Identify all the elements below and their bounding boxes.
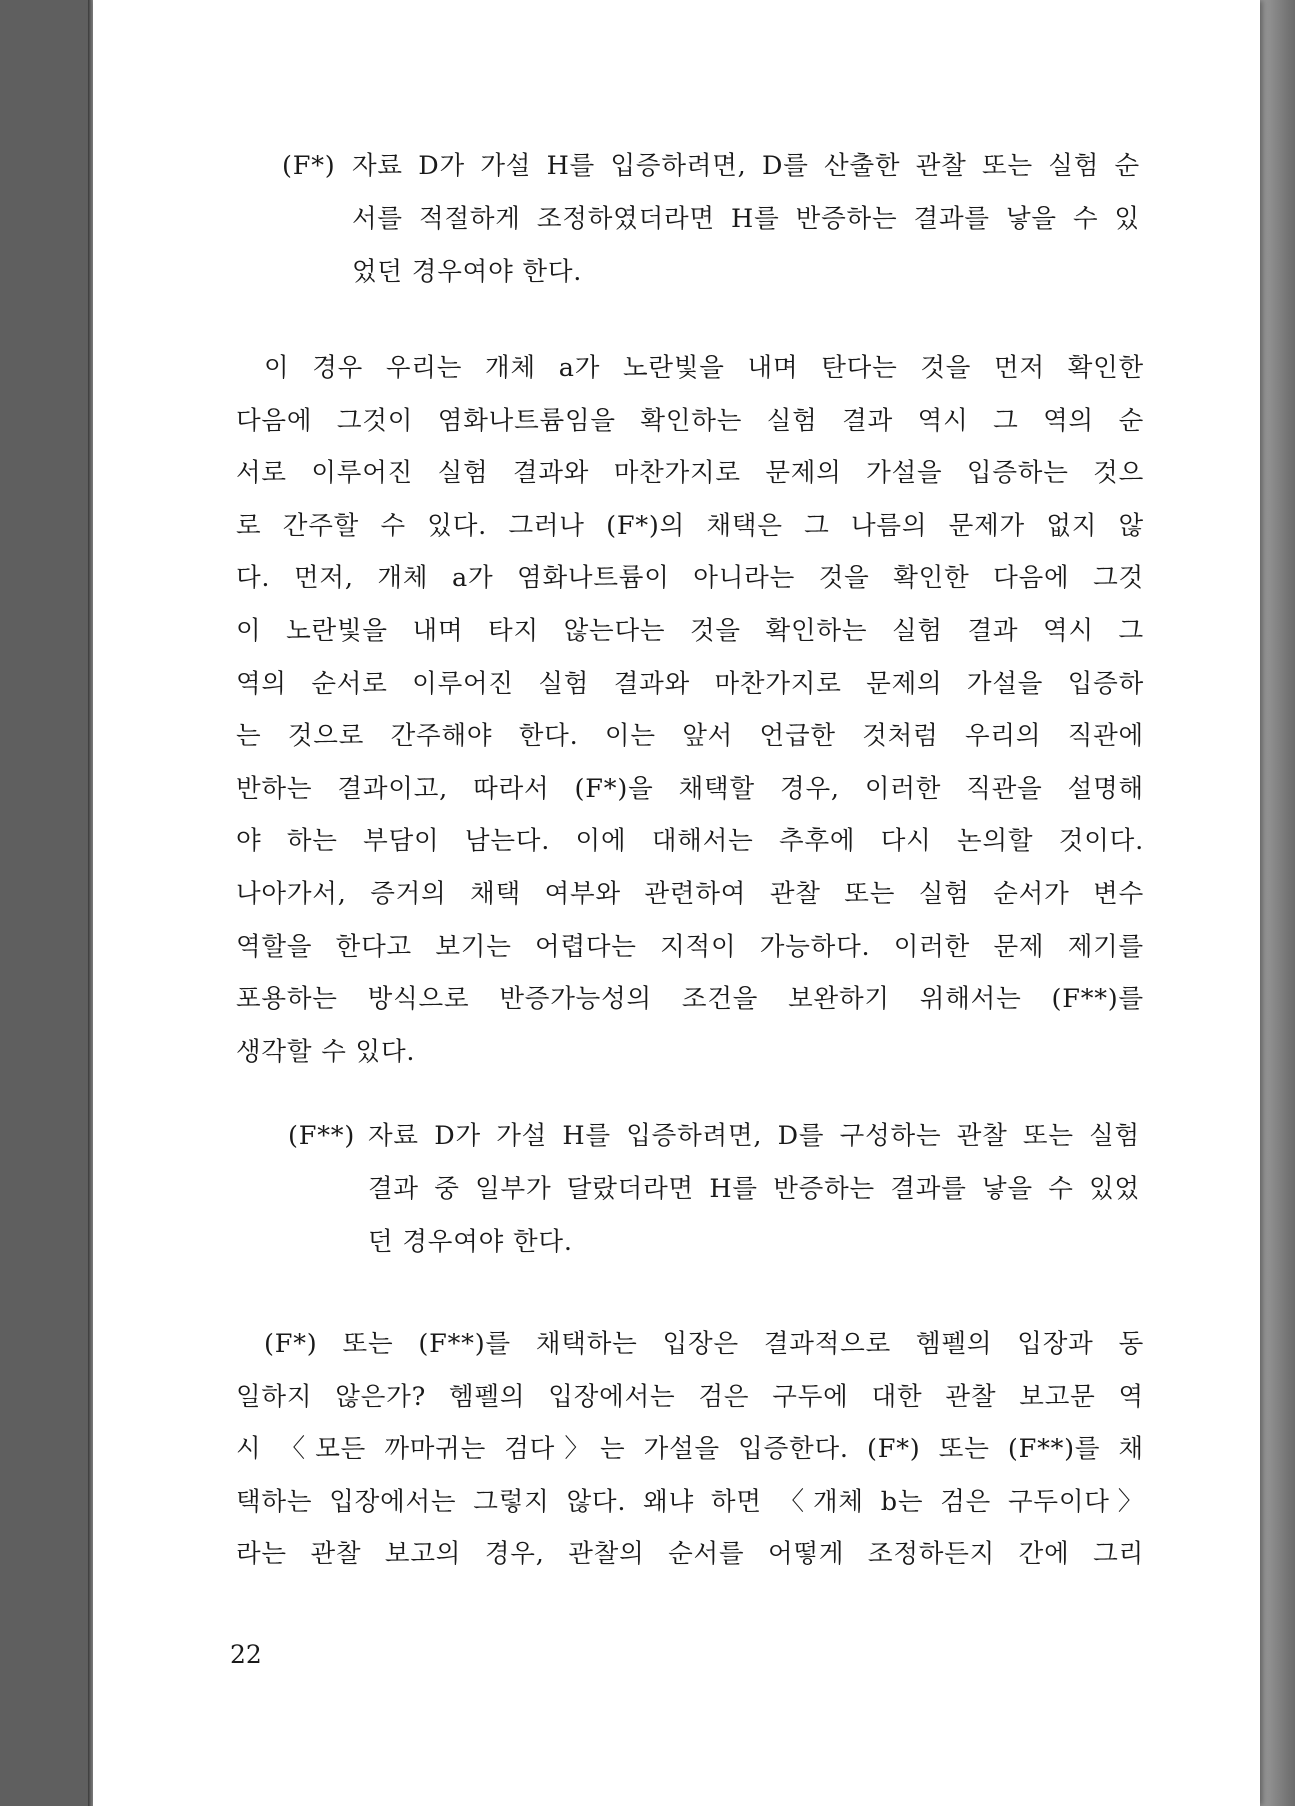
text-line: 는 것으로 간주해야 한다. 이는 앞서 언급한 것처럼 우리의 직관에 xyxy=(236,721,1144,752)
quote-line: 결과 중 일부가 달랐더라면 H를 반증하는 결과를 낳을 수 있었 xyxy=(368,1174,1140,1204)
text-line: 나아가서, 증거의 채택 여부와 관련하여 관찰 또는 실험 순서가 변수 xyxy=(236,878,1144,909)
text-line: 로 간주할 수 있다. 그러나 (F*)의 채택은 그 나름의 문제가 없지 않 xyxy=(236,510,1144,541)
text-line: 역의 순서로 이루어진 실험 결과와 마찬가지로 문제의 가설을 입증하 xyxy=(236,668,1144,699)
text-line: 야 하는 부담이 남는다. 이에 대해서는 추후에 다시 논의할 것이다. xyxy=(236,826,1144,857)
text-line: 생각할 수 있다. xyxy=(236,1036,416,1067)
text-line: (F*) 또는 (F**)를 채택하는 입장은 결과적으로 헴펠의 입장과 동 xyxy=(264,1329,1144,1359)
quote-line: 서를 적절하게 조정하였더라면 H를 반증하는 결과를 낳을 수 있 xyxy=(352,204,1140,234)
text-line: 다. 먼저, 개체 a가 염화나트륨이 아니라는 것을 확인한 다음에 그것 xyxy=(236,563,1144,594)
quote-line: 던 경우여야 한다. xyxy=(368,1227,573,1257)
quote-body xyxy=(352,140,1140,299)
text-line: 일하지 않은가? 헴펠의 입장에서는 검은 구두에 대한 관찰 보고문 역 xyxy=(236,1381,1144,1412)
quote-label: (F*) xyxy=(282,151,336,181)
page-number: 22 xyxy=(230,1640,262,1669)
text-line: 시 〈모든 까마귀는 검다〉는 가설을 입증한다. (F*) 또는 (F**)를 채 xyxy=(236,1434,1144,1465)
text-line: 반하는 결과이고, 따라서 (F*)을 채택할 경우, 이러한 직관을 설명해 xyxy=(236,773,1144,804)
quote-line: 자료 D가 가설 H를 입증하려면, D를 구성하는 관찰 또는 실험 xyxy=(368,1121,1140,1151)
text-line: 역할을 한다고 보기는 어렵다는 지적이 가능하다. 이러한 문제 제기를 xyxy=(236,931,1144,962)
text-line: 이 노란빛을 내며 타지 않는다는 것을 확인하는 실험 결과 역시 그 xyxy=(236,615,1144,646)
quote-line: 자료 D가 가설 H를 입증하려면, D를 산출한 관찰 또는 실험 순 xyxy=(352,151,1140,181)
paragraph-2 xyxy=(236,1318,1144,1581)
paragraph-1 xyxy=(236,342,1144,1078)
text-line: 서로 이루어진 실험 결과와 마찬가지로 문제의 가설을 입증하는 것으 xyxy=(236,458,1144,489)
text-line: 택하는 입장에서는 그렇지 않다. 왜냐 하면 〈개체 b는 검은 구두이다〉 xyxy=(236,1486,1144,1517)
quote-label: (F**) xyxy=(288,1121,356,1151)
text-line: 라는 관찰 보고의 경우, 관찰의 순서를 어떻게 조정하든지 간에 그리 xyxy=(236,1539,1144,1570)
quote-line: 었던 경우여야 한다. xyxy=(352,257,583,287)
text-line: 다음에 그것이 염화나트륨임을 확인하는 실험 결과 역시 그 역의 순 xyxy=(236,405,1144,436)
quote-body xyxy=(368,1110,1140,1269)
text-line: 포용하는 방식으로 반증가능성의 조건을 보완하기 위해서는 (F**)를 xyxy=(236,984,1144,1015)
text-line: 이 경우 우리는 개체 a가 노란빛을 내며 탄다는 것을 먼저 확인한 xyxy=(264,353,1144,383)
